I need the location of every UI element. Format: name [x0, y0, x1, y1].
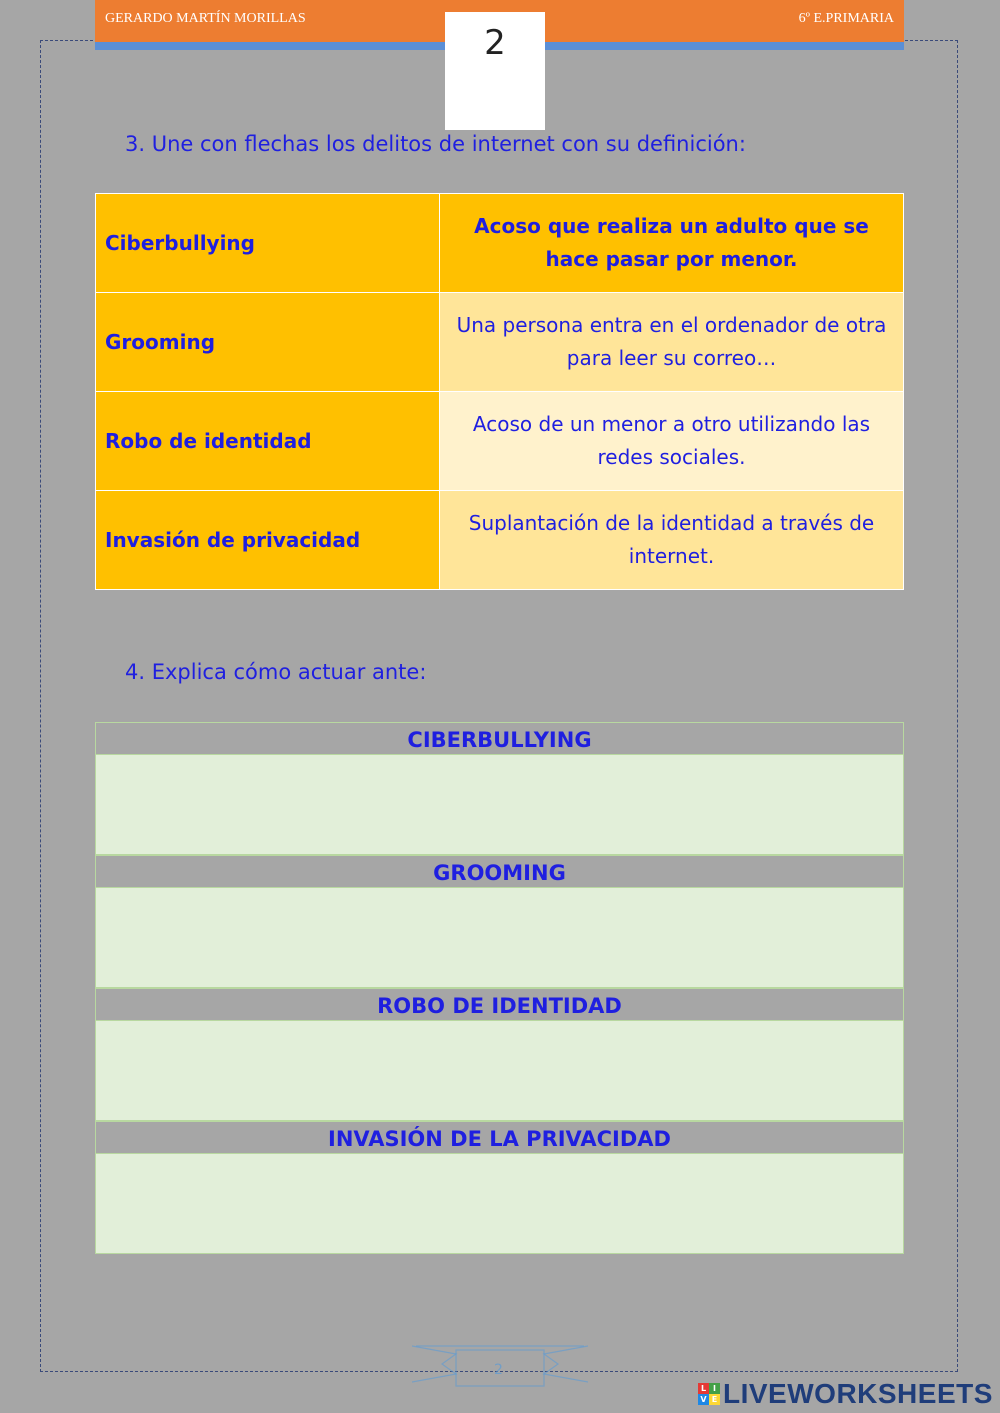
badge-letter: L	[698, 1383, 709, 1394]
answer-input-invasion-privacidad[interactable]	[95, 1154, 904, 1254]
brand-name: LIVEWORKSHEETS	[723, 1378, 993, 1409]
author-name: GERARDO MARTÍN MORILLAS	[105, 11, 306, 26]
question-3-title: 3. Une con flechas los delitos de internet con su definición:	[125, 132, 746, 156]
badge-letter: E	[709, 1394, 720, 1405]
answer-input-grooming[interactable]	[95, 888, 904, 988]
table-row	[96, 194, 904, 293]
table-row	[96, 293, 904, 392]
section-heading-invasion-privacidad: INVASIÓN DE LA PRIVACIDAD	[95, 1121, 904, 1154]
term-cell[interactable]: Invasión de privacidad	[96, 491, 440, 590]
section-heading-robo-identidad: ROBO DE IDENTIDAD	[95, 988, 904, 1021]
grade-label: 6º E.PRIMARIA	[798, 11, 894, 26]
term-cell[interactable]: Grooming	[96, 293, 440, 392]
footer-page-number: 2	[494, 1362, 503, 1378]
question-4-title: 4. Explica cómo actuar ante:	[125, 660, 427, 684]
answer-input-ciberbullying[interactable]	[95, 755, 904, 855]
matching-table	[95, 193, 904, 590]
section-heading-ciberbullying: CIBERBULLYING	[95, 722, 904, 755]
definition-cell[interactable]: Acoso de un menor a otro utilizando las redes sociales.	[440, 392, 904, 491]
table-row	[96, 392, 904, 491]
liveworksheets-logo	[698, 1378, 993, 1410]
answer-sections	[95, 722, 904, 1254]
answer-input-robo-identidad[interactable]	[95, 1021, 904, 1121]
badge-letter: V	[698, 1394, 709, 1405]
table-row	[96, 491, 904, 590]
page-number-box: 2	[445, 12, 545, 130]
definition-cell[interactable]: Una persona entra en el ordenador de otra para leer su correo…	[440, 293, 904, 392]
definition-cell[interactable]: Suplantación de la identidad a través de internet.	[440, 491, 904, 590]
badge-letter: I	[709, 1383, 720, 1394]
definition-cell[interactable]: Acoso que realiza un adulto que se hace pasar por menor.	[440, 194, 904, 293]
logo-badge-icon	[698, 1383, 720, 1405]
term-cell[interactable]: Robo de identidad	[96, 392, 440, 491]
section-heading-grooming: GROOMING	[95, 855, 904, 888]
term-cell[interactable]: Ciberbullying	[96, 194, 440, 293]
footer-page-ribbon	[412, 1342, 588, 1394]
